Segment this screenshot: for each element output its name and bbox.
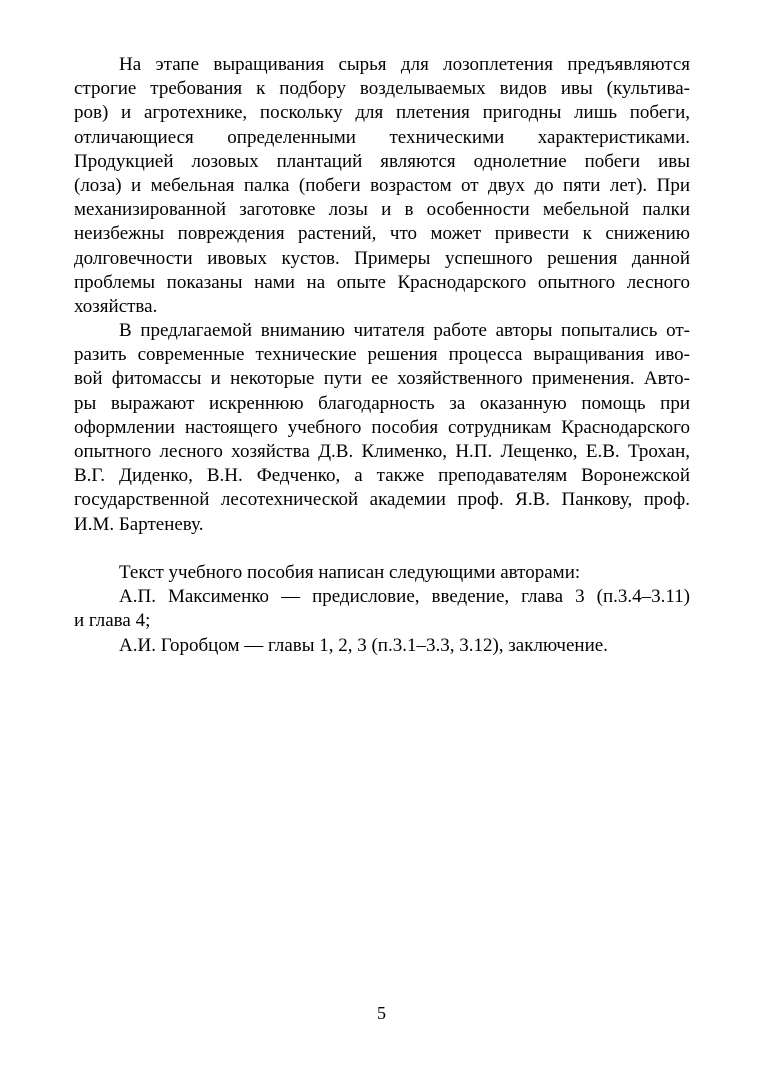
text-line: оформлении настоящего учебного пособия сотрудникам Краснодарского (74, 416, 690, 438)
text-line: долговечности ивовых кустов. Примеры успешного решения данной (74, 247, 690, 269)
text-line: отличающиеся определенными техническими характеристиками. (74, 126, 690, 148)
text-line: вой фитомассы и некоторые пути ее хозяйственного применения. Авто- (74, 368, 690, 390)
text-line: строгие требования к подбору возделываемых видов ивы (культива- (74, 78, 690, 100)
text-line: механизированной заготовке лозы и в особенности мебельной палки (74, 199, 690, 221)
paragraph-3 (74, 561, 690, 585)
text-line: и глава 4; (74, 610, 151, 632)
text-line: разить современные технические решения процесса выращивания иво- (74, 344, 690, 366)
text-line: На этапе выращивания сырья для лозоплетения предъявляются (119, 54, 690, 75)
text-line: А.П. Максименко — предисловие, введение, глава 3 (п.3.4–3.11) (119, 586, 690, 608)
text-line: государственной лесотехнической академии проф. Я.В. Панкову, проф. (74, 489, 690, 511)
text-line: А.И. Горобцом — главы 1, 2, 3 (п.3.1–3.3, 3.12), заключение. (119, 634, 608, 656)
blank-line (74, 537, 690, 561)
text-line: опытного лесного хозяйства Д.В. Клименко, Н.П. Лещенко, Е.В. Трохан, (74, 441, 690, 462)
text-line: В.Г. Диденко, В.Н. Федченко, а также преподавателям Воронежской (74, 465, 690, 487)
paragraph-1 (74, 53, 690, 319)
text-line: ры выражают искреннюю благодарность за оказанную помощь при (74, 392, 690, 414)
text-line: (лоза) и мебельная палка (побеги возрастом от двух до пяти лет). При (74, 174, 690, 196)
text-line: проблемы показаны нами на опыте Краснодарского опытного лесного (74, 271, 690, 293)
text-line: И.М. Бартеневу. (74, 513, 204, 535)
text-line: Продукцией лозовых плантаций являются однолетние побеги ивы (74, 150, 690, 172)
paragraph-4 (74, 585, 690, 633)
page-body (74, 53, 690, 658)
text-line: ров) и агротехнике, поскольку для плетения пригодны лишь побеги, (74, 102, 690, 124)
text-line: Текст учебного пособия написан следующими авторами: (119, 561, 581, 583)
paragraph-5 (74, 634, 690, 658)
text-line: В предлагаемой вниманию читателя работе авторы попытались от- (119, 320, 690, 342)
page-number: 5 (377, 1003, 386, 1023)
text-line: неизбежны повреждения растений, что может привести к снижению (74, 223, 690, 245)
paragraph-2 (74, 319, 690, 537)
text-line: хозяйства. (74, 295, 158, 317)
